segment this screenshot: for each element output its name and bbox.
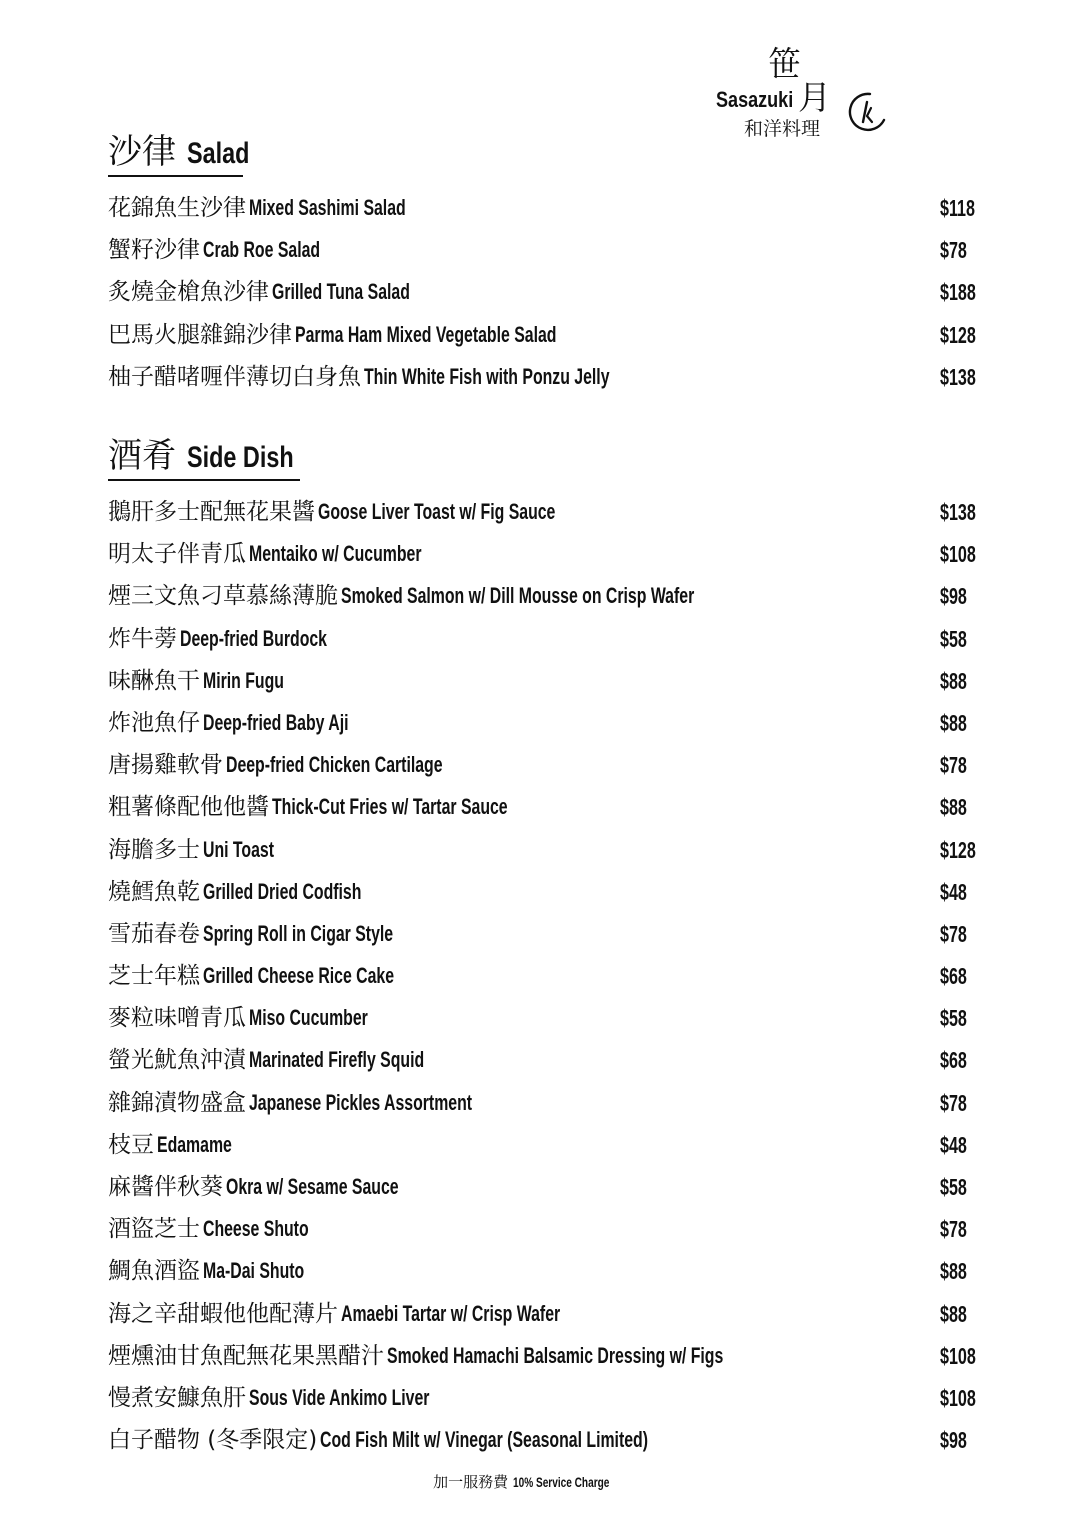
- menu-item: [108, 1083, 988, 1125]
- menu-item: [108, 914, 988, 956]
- menu-item-name-en: Miso Cucumber: [249, 1005, 368, 1031]
- menu-item-name-zh: 唐揚雞軟骨: [108, 752, 223, 779]
- moon-emblem-icon: [844, 90, 888, 134]
- menu-item-name-en: Japanese Pickles Assortment: [249, 1089, 473, 1115]
- menu-item-name-zh: 雜錦漬物盛盒: [108, 1089, 246, 1116]
- section-title-en: Side Dish: [186, 441, 294, 474]
- menu-item-price: $98: [940, 1427, 967, 1454]
- menu-item: [108, 703, 988, 745]
- menu-item-name: [108, 580, 832, 612]
- menu-item-name-zh: 煙三文魚刁草慕絲薄脆: [108, 583, 338, 610]
- menu-item-price: $58: [940, 1174, 967, 1200]
- menu-item: [108, 956, 988, 998]
- menu-item-name: [108, 1298, 645, 1330]
- menu-item-name: [108, 1044, 492, 1076]
- menu-item-name-zh: 明太子伴青瓜: [108, 541, 246, 568]
- menu-item: [108, 661, 988, 703]
- menu-item: [108, 830, 988, 872]
- menu-item-name: [108, 1002, 414, 1034]
- menu-item-name-zh: 酒盜芝士: [108, 1216, 200, 1243]
- menu-item-name: [108, 834, 302, 866]
- menu-item-name: [108, 960, 468, 992]
- menu-item-name-zh: 炙燒金槍魚沙律: [108, 279, 269, 306]
- menu-item-name-zh: 巴馬火腿雜錦沙律: [108, 321, 292, 348]
- menu-item: [108, 230, 988, 272]
- menu-item-name-en: Sous Vide Ankimo Liver: [249, 1384, 430, 1410]
- menu-item-price: $78: [940, 1216, 967, 1243]
- menu-item-name-zh: 慢煮安鱇魚肝: [108, 1384, 246, 1411]
- menu-item-price: $118: [940, 195, 975, 221]
- menu-item-price: $98: [940, 583, 967, 610]
- menu-item: [108, 357, 988, 399]
- menu-item-price: $78: [940, 752, 967, 779]
- menu-item: [108, 576, 988, 618]
- menu-item-name-zh: 柚子醋啫喱伴薄切白身魚: [108, 363, 361, 390]
- menu-item-name: [108, 234, 366, 266]
- restaurant-logo: [712, 46, 892, 146]
- menu-item-name-en: Okra w/ Sesame Sauce: [226, 1174, 399, 1199]
- menu-item: [108, 1251, 988, 1293]
- section-title-salad: [108, 132, 250, 177]
- menu-item-name-zh: 鯛魚酒盜: [108, 1258, 200, 1285]
- menu-item-name: [108, 1213, 350, 1245]
- menu-item-price: $108: [940, 1384, 976, 1411]
- menu-item: [108, 492, 988, 534]
- menu-item-name-en: Grilled Dried Codfish: [203, 878, 362, 904]
- menu-item-name: [108, 918, 467, 950]
- menu-item: [108, 272, 988, 314]
- menu-item-price: $88: [940, 709, 967, 736]
- menu-item-price: $88: [940, 667, 967, 694]
- menu-item-name: [108, 1255, 344, 1287]
- menu-item-name-en: Cheese Shuto: [203, 1216, 309, 1242]
- menu-item: [108, 787, 988, 829]
- menu-item-name-en: Parma Ham Mixed Vegetable Salad: [295, 321, 557, 347]
- menu-item-name-zh: 炸池魚仔: [108, 709, 200, 736]
- menu-item-price: $108: [940, 1342, 976, 1369]
- menu-item-name-en: Deep-fried Chicken Cartilage: [226, 752, 443, 778]
- menu-item: [108, 745, 988, 787]
- logo-subtitle: 和洋料理: [744, 118, 821, 140]
- menu-item-name-en: Uni Toast: [203, 836, 274, 862]
- menu-item-name: [108, 749, 527, 781]
- service-charge-note: [0, 1472, 1080, 1492]
- menu-item-price: $108: [940, 541, 976, 568]
- menu-item-name-en: Grilled Cheese Rice Cake: [203, 963, 395, 989]
- section-title-zh: 酒肴: [108, 436, 176, 476]
- menu-item-name-en: Thick-Cut Fries w/ Tartar Sauce: [272, 794, 508, 820]
- menu-item-name-zh: 花錦魚生沙律: [108, 195, 246, 221]
- menu-item-name-en: Edamame: [157, 1131, 232, 1157]
- menu-item-name: [108, 876, 423, 908]
- menu-item-name: [108, 192, 467, 224]
- menu-item: [108, 1209, 988, 1251]
- section-title-side-dish: [108, 436, 300, 481]
- menu-item-name: [108, 1171, 466, 1203]
- menu-item-name-en: Smoked Hamachi Balsamic Dressing w/ Figs: [387, 1342, 724, 1368]
- menu-item-name-en: Spring Roll in Cigar Style: [203, 920, 394, 946]
- menu-item-name-zh: 螢光魷魚沖漬: [108, 1047, 246, 1074]
- menu-item-name: [108, 1424, 776, 1456]
- menu-item-name-zh: 麻醬伴秋葵: [108, 1174, 223, 1200]
- menu-item-name-en: Mirin Fugu: [203, 667, 284, 693]
- menu-item-name: [108, 1340, 854, 1372]
- menu-item: [108, 872, 988, 914]
- salad-menu-list: [108, 188, 988, 399]
- menu-item-name-en: Crab Roe Salad: [203, 237, 321, 263]
- menu-item-price: $68: [940, 1047, 967, 1074]
- menu-item-name-zh: 白子醋物 (冬季限定): [108, 1427, 318, 1454]
- menu-item: [108, 534, 988, 576]
- menu-item-price: $58: [940, 1005, 967, 1032]
- menu-item-name-zh: 蟹籽沙律: [108, 237, 200, 264]
- menu-item-name-zh: 海膽多士: [108, 836, 200, 863]
- menu-item-name-zh: 燒鱈魚乾: [108, 878, 200, 905]
- menu-item-name: [108, 361, 705, 393]
- menu-item-name-en: Grilled Tuna Salad: [272, 279, 410, 305]
- menu-item-name-en: Cod Fish Milt w/ Vinegar (Seasonal Limited): [320, 1427, 649, 1453]
- menu-item-price: $48: [940, 1131, 967, 1158]
- menu-item-name-en: Thin White Fish with Ponzu Jelly: [364, 363, 610, 389]
- menu-item-price: $88: [940, 1258, 967, 1285]
- menu-item: [108, 1378, 988, 1420]
- menu-item-name-zh: 煙燻油甘魚配無花果黑醋汁: [108, 1342, 384, 1369]
- menu-item-name-en: Amaebi Tartar w/ Crisp Wafer: [341, 1300, 561, 1326]
- menu-item-name: [108, 496, 648, 528]
- menu-item-price: $68: [940, 963, 967, 990]
- logo-name: Sasazuki: [716, 87, 794, 112]
- menu-item-name: [108, 1129, 261, 1161]
- menu-item-name: [108, 538, 489, 570]
- menu-item: [108, 1167, 988, 1209]
- menu-item-name-zh: 海之辛甜蝦他他配薄片: [108, 1300, 338, 1327]
- menu-item-name-en: Smoked Salmon w/ Dill Mousse on Crisp Wafer: [341, 583, 695, 609]
- logo-top-char: 笹: [768, 44, 801, 83]
- menu-item: [108, 1294, 988, 1336]
- menu-item-name-zh: 鵝肝多士配無花果醬: [108, 499, 315, 525]
- menu-item-name-zh: 味醂魚干: [108, 667, 200, 694]
- menu-item-name-en: Deep-fried Burdock: [180, 625, 327, 651]
- menu-item: [108, 1040, 988, 1082]
- menu-item-name-en: Deep-fried Baby Aji: [203, 709, 349, 735]
- menu-item-price: $128: [940, 836, 976, 863]
- menu-item-price: $78: [940, 920, 967, 947]
- menu-item: [108, 1125, 988, 1167]
- menu-item: [108, 188, 988, 230]
- section-title-zh: 沙律: [108, 132, 176, 172]
- menu-item-price: $78: [940, 1089, 967, 1116]
- menu-item-price: $78: [940, 237, 967, 264]
- menu-item: [108, 1420, 988, 1462]
- menu-item-price: $58: [940, 625, 967, 652]
- menu-item-price: $88: [940, 1300, 967, 1327]
- menu-item-name-zh: 粗薯條配他他醬: [108, 794, 269, 821]
- side-dish-menu-list: [108, 492, 988, 1462]
- menu-item-name-en: Mentaiko w/ Cucumber: [249, 541, 422, 567]
- section-title-en: Salad: [186, 137, 250, 170]
- menu-item-name-zh: 炸牛蒡: [108, 625, 177, 652]
- menu-item-name: [108, 707, 405, 739]
- logo-moon-char: 月: [798, 78, 831, 117]
- menu-item-price: $188: [940, 279, 976, 306]
- menu-item-name-zh: 枝豆: [108, 1131, 154, 1158]
- menu-item-price: $138: [940, 363, 976, 390]
- menu-item-price: $138: [940, 499, 976, 525]
- menu-item-name: [108, 791, 599, 823]
- menu-item-name: [108, 623, 384, 655]
- menu-item: [108, 315, 988, 357]
- menu-item-price: $48: [940, 878, 967, 905]
- menu-item-name-en: Ma-Dai Shuto: [203, 1258, 305, 1284]
- menu-item-name-en: Goose Liver Toast w/ Fig Sauce: [318, 499, 556, 524]
- menu-item-name: [108, 665, 315, 697]
- menu-item: [108, 1336, 988, 1378]
- service-charge-zh: 加一服務費: [433, 1473, 509, 1491]
- menu-item-name-zh: 芝士年糕: [108, 963, 200, 990]
- menu-item-name: [108, 1382, 500, 1414]
- menu-item-name-en: Mixed Sashimi Salad: [249, 195, 406, 220]
- service-charge-en: 10% Service Charge: [512, 1474, 610, 1490]
- menu-item-price: $88: [940, 794, 967, 821]
- menu-item-name-en: Marinated Firefly Squid: [249, 1047, 425, 1073]
- menu-item-name-zh: 雪茄春卷: [108, 920, 200, 947]
- menu-item-name: [108, 1087, 559, 1119]
- menu-item: [108, 998, 988, 1040]
- menu-item-name-zh: 麥粒味噌青瓜: [108, 1005, 246, 1032]
- menu-item-name: [108, 319, 658, 351]
- menu-item: [108, 619, 988, 661]
- menu-item-price: $128: [940, 321, 976, 348]
- menu-item-name: [108, 276, 464, 308]
